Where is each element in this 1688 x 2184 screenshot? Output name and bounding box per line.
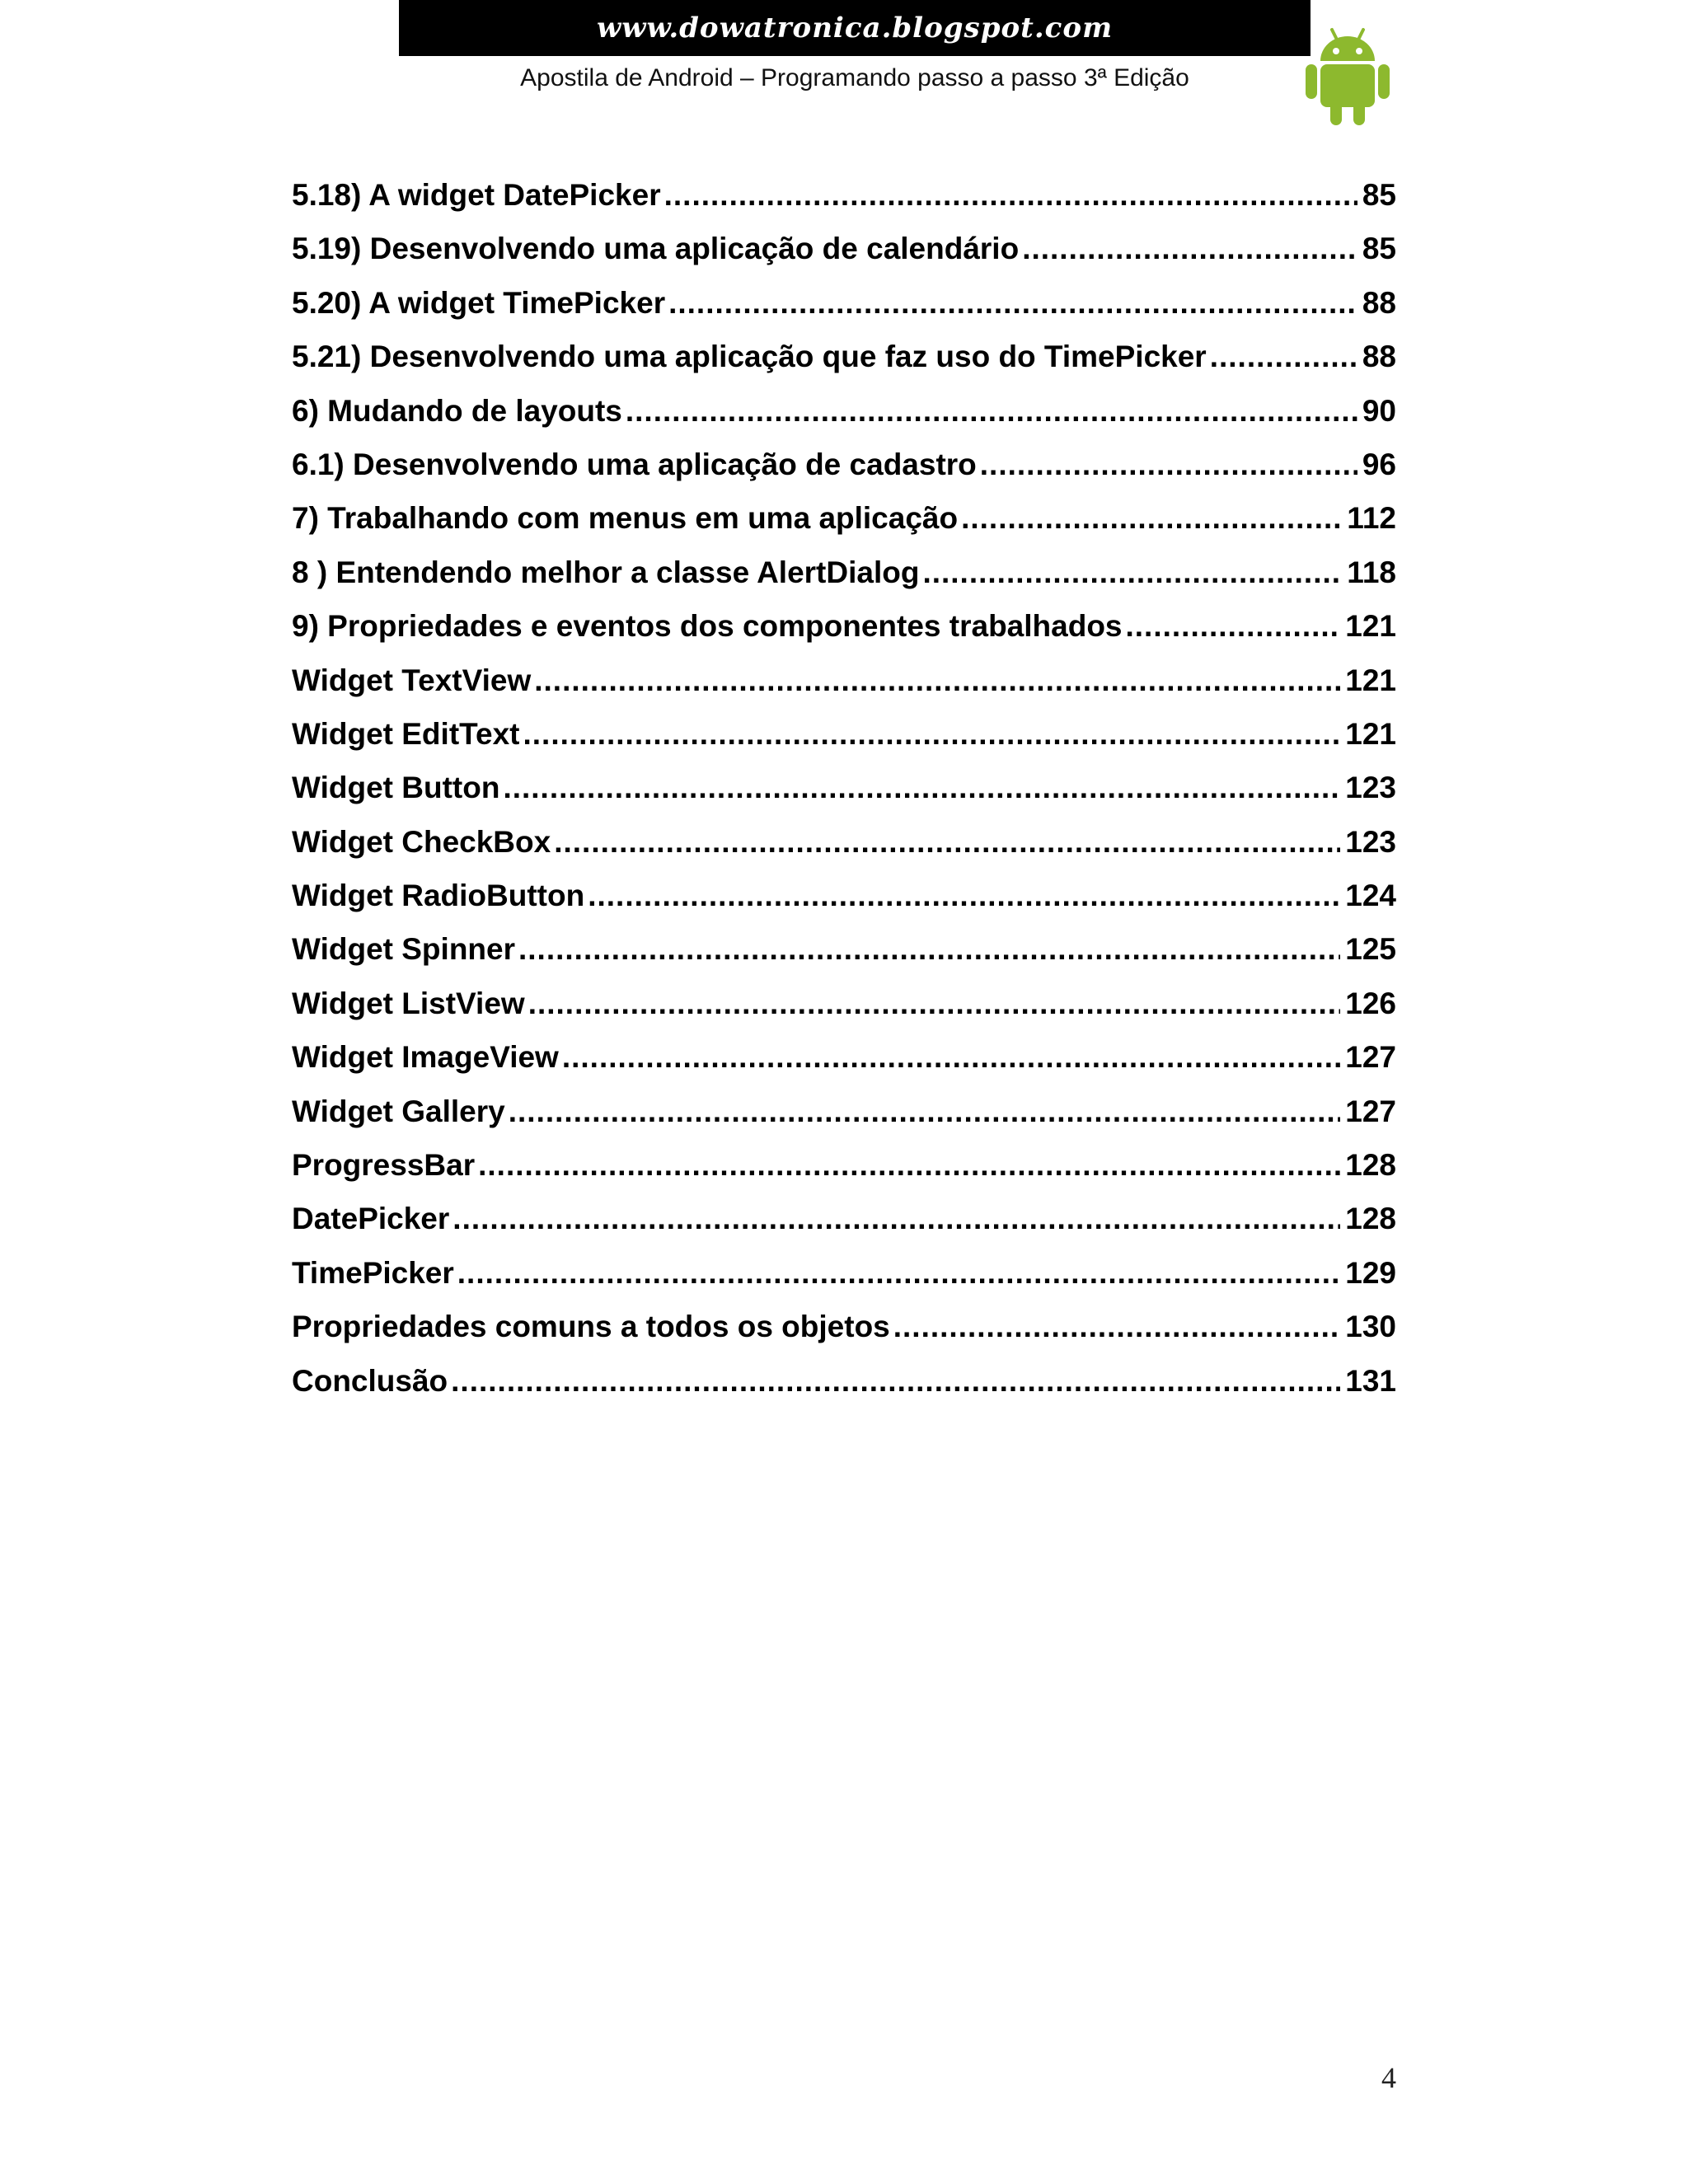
toc-dot-leader [503, 771, 1340, 805]
toc-entry-page: 85 [1362, 232, 1396, 266]
toc-entry[interactable] [292, 987, 1396, 1040]
toc-entry[interactable] [292, 1364, 1396, 1418]
toc-entry-title: Conclusão [292, 1363, 448, 1398]
toc-entry-title: Widget ImageView [292, 1040, 559, 1075]
toc-entry-page: 88 [1362, 285, 1396, 320]
toc-entry[interactable] [292, 1148, 1396, 1202]
toc-dot-leader [626, 394, 1357, 429]
toc-entry-title: 6) Mudando de layouts [292, 393, 622, 428]
toc-dot-leader [1022, 232, 1357, 266]
toc-entry[interactable] [292, 1310, 1396, 1363]
toc-entry-page: 121 [1345, 609, 1396, 644]
toc-entry-title: 5.20) A widget TimePicker [292, 285, 666, 320]
android-robot-icon [1304, 25, 1391, 127]
toc-dot-leader [523, 717, 1340, 752]
site-banner [399, 0, 1311, 56]
toc-entry-title: 6.1) Desenvolvendo uma aplicação de cadastro [292, 447, 977, 481]
toc-entry[interactable] [292, 609, 1396, 663]
toc-entry-title: Widget RadioButton [292, 879, 585, 913]
toc-entry[interactable] [292, 394, 1396, 448]
toc-dot-leader [668, 286, 1357, 321]
toc-entry-page: 123 [1345, 824, 1396, 859]
toc-entry-page: 127 [1345, 1040, 1396, 1075]
toc-entry-title: DatePicker [292, 1202, 450, 1236]
toc-entry[interactable] [292, 932, 1396, 986]
toc-entry-page: 90 [1362, 393, 1396, 428]
toc-entry-title: 9) Propriedades e eventos dos componentes trabalhados [292, 609, 1123, 644]
toc-entry-page: 112 [1347, 501, 1396, 536]
toc-entry-title: TimePicker [292, 1255, 454, 1290]
toc-dot-leader [922, 555, 1342, 590]
toc-entry-page: 85 [1362, 178, 1396, 212]
toc-entry-title: Widget CheckBox [292, 824, 551, 859]
toc-entry-page: 128 [1345, 1148, 1396, 1183]
toc-entry-title: 5.19) Desenvolvendo uma aplicação de calendário [292, 232, 1020, 266]
toc-entry[interactable] [292, 286, 1396, 340]
toc-entry-page: 124 [1345, 879, 1396, 913]
toc-entry-page: 126 [1345, 986, 1396, 1020]
toc-entry[interactable] [292, 232, 1396, 285]
banner-url: www.dowatronica.blogspot.com [596, 12, 1114, 45]
toc-dot-leader [588, 879, 1340, 913]
toc-dot-leader [664, 178, 1357, 213]
toc-entry[interactable] [292, 178, 1396, 232]
toc-entry-title: ProgressBar [292, 1148, 476, 1183]
toc-entry[interactable] [292, 717, 1396, 771]
toc-entry[interactable] [292, 501, 1396, 555]
table-of-contents [292, 178, 1396, 1418]
toc-entry-title: Widget EditText [292, 716, 520, 751]
toc-entry-title: Propriedades comuns a todos os objetos [292, 1310, 890, 1344]
toc-dot-leader [534, 663, 1340, 698]
toc-dot-leader [518, 932, 1340, 967]
toc-entry-title: 8 ) Entendendo melhor a classe AlertDialog [292, 555, 920, 589]
toc-dot-leader [961, 501, 1342, 536]
toc-entry[interactable] [292, 1094, 1396, 1148]
toc-dot-leader [451, 1364, 1340, 1399]
toc-entry-page: 128 [1345, 1202, 1396, 1236]
toc-entry-page: 121 [1345, 663, 1396, 697]
toc-dot-leader [457, 1256, 1340, 1291]
toc-entry-page: 118 [1347, 555, 1396, 589]
toc-entry[interactable] [292, 340, 1396, 393]
toc-dot-leader [1210, 340, 1357, 374]
toc-entry-page: 125 [1345, 932, 1396, 967]
toc-entry-title: Widget ListView [292, 986, 525, 1020]
toc-entry[interactable] [292, 1256, 1396, 1310]
document-subtitle: Apostila de Android – Programando passo a passo 3ª Edição [520, 64, 1189, 91]
toc-entry-page: 130 [1345, 1310, 1396, 1344]
toc-entry-title: 5.18) A widget DatePicker [292, 178, 661, 212]
toc-entry-title: Widget Gallery [292, 1094, 505, 1128]
toc-entry-page: 129 [1345, 1255, 1396, 1290]
toc-entry[interactable] [292, 771, 1396, 824]
toc-dot-leader [452, 1202, 1340, 1236]
toc-entry-title: Widget TextView [292, 663, 532, 697]
toc-dot-leader [509, 1094, 1341, 1129]
toc-entry[interactable] [292, 879, 1396, 932]
toc-entry-page: 88 [1362, 340, 1396, 374]
toc-dot-leader [980, 448, 1357, 482]
toc-entry[interactable] [292, 448, 1396, 501]
toc-entry-page: 131 [1345, 1363, 1396, 1398]
toc-dot-leader [554, 825, 1340, 860]
toc-dot-leader [893, 1310, 1341, 1344]
toc-entry-title: 5.21) Desenvolvendo uma aplicação que faz uso do TimePicker [292, 340, 1207, 374]
toc-entry[interactable] [292, 825, 1396, 879]
toc-entry-title: Widget Button [292, 771, 500, 805]
toc-dot-leader [562, 1040, 1340, 1075]
toc-entry-page: 121 [1345, 716, 1396, 751]
toc-entry[interactable] [292, 1202, 1396, 1255]
toc-entry-page: 96 [1362, 447, 1396, 481]
toc-dot-leader [528, 987, 1341, 1021]
toc-entry-page: 123 [1345, 771, 1396, 805]
toc-entry-page: 127 [1345, 1094, 1396, 1128]
toc-dot-leader [1126, 609, 1341, 644]
toc-entry-title: Widget Spinner [292, 932, 515, 967]
page-number: 4 [1381, 2061, 1396, 2094]
toc-entry[interactable] [292, 555, 1396, 609]
toc-dot-leader [478, 1148, 1340, 1183]
toc-entry[interactable] [292, 663, 1396, 717]
toc-entry[interactable] [292, 1040, 1396, 1094]
toc-entry-title: 7) Trabalhando com menus em uma aplicação [292, 501, 959, 536]
